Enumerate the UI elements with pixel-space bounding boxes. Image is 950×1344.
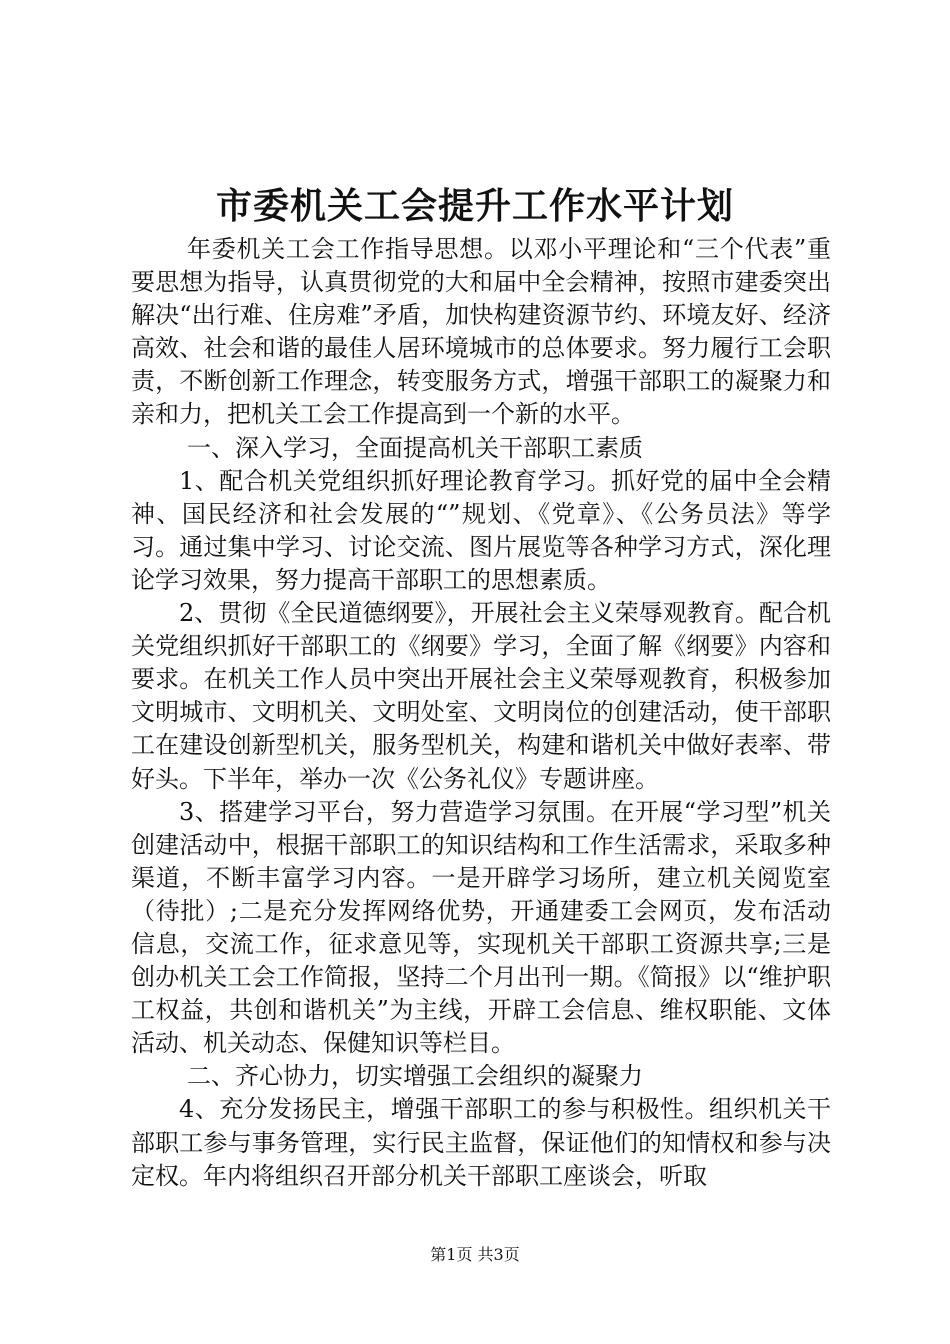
section-heading-2: 二、齐心协力，切实增强工会组织的凝聚力 xyxy=(187,1062,643,1091)
document-body xyxy=(131,233,831,1193)
section-heading-1: 一、深入学习，全面提高机关干部职工素质 xyxy=(187,433,643,462)
page-number-footer: 第1页 共3页 xyxy=(430,1245,520,1264)
paragraph-item-4: 4、充分发扬民主，增强干部职工的参与积极性。组织机关干部职工参与事务管理，实行民主监督，保证他们的知情权和参与决定权。年内将组织召开部分机关干部职工座谈会，听取 xyxy=(131,1095,831,1190)
paragraph-item-3: 3、搭建学习平台，努力营造学习氛围。在开展“学习型”机关创建活动中，根据干部职工的知识结构和工作生活需求，采取多种渠道，不断丰富学习内容。一是开辟学习场所，建立机关阅览室（待批）;二是充分发挥网络优势，开通建委工会网页，发布活动信息，交流工作，征求意见等，实现机关干部职工资源共享;三是创办机关工会工作简报，坚持二个月出刊一期。《简报》以“维护职工权益，共创和谐机关”为主线，开辟工会信息、维权职能、文体活动、机关动态、保健知识等栏目。 xyxy=(131,797,831,1058)
paragraph-item-2: 2、贯彻《全民道德纲要》，开展社会主义荣辱观教育。配合机关党组织抓好干部职工的《纲要》学习，全面了解《纲要》内容和要求。在机关工作人员中突出开展社会主义荣辱观教育，积极参加文明城市、文明机关、文明处室、文明岗位的创建活动，使干部职工在建设创新型机关，服务型机关，构建和谐机关中做好表率、带好头。下半年，举办一次《公务礼仪》专题讲座。 xyxy=(131,599,831,793)
paragraph-item-1: 1、配合机关党组织抓好理论教育学习。抓好党的届中全会精神、国民经济和社会发展的“”规划、《党章》、《公务员法》等学习。通过集中学习、讨论交流、图片展览等各种学习方式，深化理论学习效果，努力提高干部职工的思想素质。 xyxy=(131,466,831,594)
document-title: 市委机关工会提升工作水平计划 xyxy=(215,185,734,227)
paragraph-guiding-ideology: 年委机关工会工作指导思想。以邓小平理论和“三个代表”重要思想为指导，认真贯彻党的大和届中全会精神，按照市建委突出解决“出行难、住房难”矛盾，加快构建资源节约、环境友好、经济高效、社会和谐的最佳人居环境城市的总体要求。努力履行工会职责，不断创新工作理念，转变服务方式，增强干部职工的凝聚力和亲和力，把机关工会工作提高到一个新的水平。 xyxy=(131,235,831,429)
